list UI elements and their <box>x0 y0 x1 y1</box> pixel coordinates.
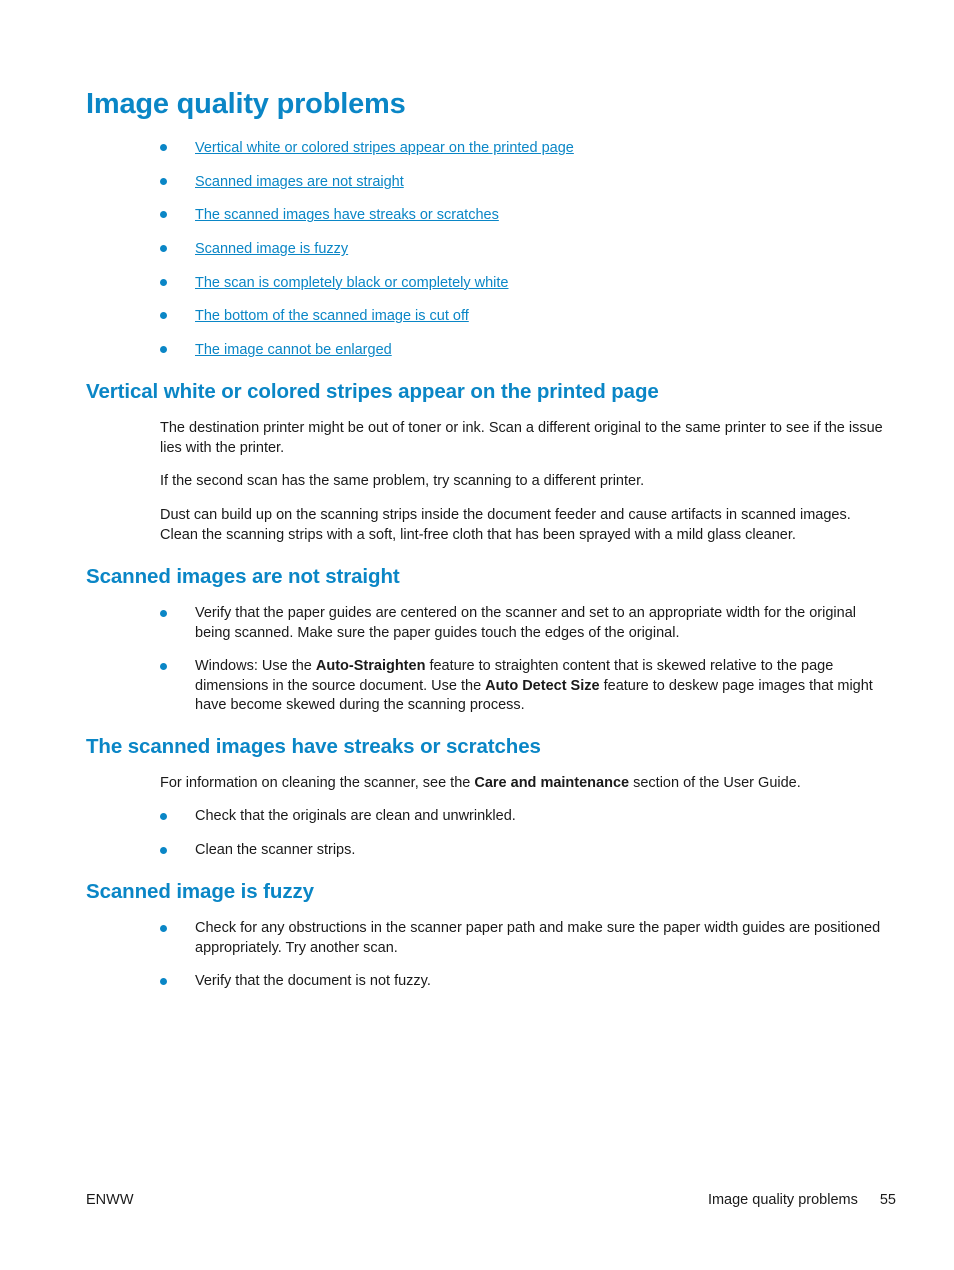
paragraph-text: For information on cleaning the scanner, see the <box>160 775 475 791</box>
feature-name: Auto Detect Size <box>485 677 600 694</box>
section-reference: Care and maintenance <box>474 775 630 791</box>
paragraph <box>160 774 885 794</box>
page-number: 55 <box>879 1192 896 1208</box>
bullet-list <box>160 919 885 992</box>
bullet-icon <box>160 178 167 185</box>
list-item <box>160 841 885 861</box>
bullet-list <box>160 807 885 861</box>
bullet-icon <box>160 925 167 932</box>
paragraph: The destination printer might be out of toner or ink. Scan a different original to the same printer to see if the issue lies with the printer. <box>160 420 883 456</box>
bullet-icon <box>160 663 167 670</box>
bullet-icon <box>160 978 167 985</box>
list-item-text: Verify that the document is not fuzzy. <box>195 973 431 989</box>
bullet-icon <box>160 346 167 353</box>
page-title: Image quality problems <box>86 88 406 120</box>
toc-link-not-straight[interactable]: Scanned images are not straight <box>195 173 404 190</box>
paragraph: Dust can build up on the scanning strips inside the document feeder and cause artifacts in scanned images. Clean the scanning strips with a soft, lint-free cloth that has been sprayed with a mild glass cleaner. <box>160 507 851 543</box>
section-heading-not-straight: Scanned images are not straight <box>86 565 400 588</box>
list-item-text: feature to straighten content that is skewed relative to the page dimensions in the source document. Use the <box>195 658 834 694</box>
list-item-text: Windows: Use the <box>195 658 316 674</box>
section-heading-vertical-stripes: Vertical white or colored stripes appear on the printed page <box>86 380 659 403</box>
toc-link-fuzzy[interactable]: Scanned image is fuzzy <box>195 241 349 258</box>
list-item-text: Clean the scanner strips. <box>195 842 356 858</box>
footer-section-title: Image quality problems <box>707 1192 858 1208</box>
toc-link-enlarged[interactable]: The image cannot be enlarged <box>195 342 392 359</box>
paragraph-text: section of the User Guide. <box>629 775 801 791</box>
list-item <box>160 972 885 992</box>
toc-link-black-white[interactable]: The scan is completely black or completely white <box>195 274 509 291</box>
bullet-icon <box>160 610 167 617</box>
list-item <box>160 604 885 643</box>
bullet-icon <box>160 279 167 286</box>
list-item-text: Check for any obstructions in the scanner paper path and make sure the paper width guides are positioned appropriately. Try another scan. <box>195 920 881 956</box>
bullet-icon <box>160 312 167 319</box>
bullet-icon <box>160 813 167 820</box>
bullet-icon <box>160 847 167 854</box>
paragraph: If the second scan has the same problem, try scanning to a different printer. <box>160 473 645 489</box>
bullet-icon <box>160 144 167 151</box>
toc-link-cut-off[interactable]: The bottom of the scanned image is cut off <box>195 308 469 325</box>
toc-link-streaks[interactable]: The scanned images have streaks or scratches <box>195 207 499 224</box>
list-item <box>160 657 885 716</box>
list-item-text: Verify that the paper guides are centered on the scanner and set to an appropriate width for the original being scanned. Make sure the paper guides touch the edges of the original. <box>195 605 856 641</box>
section-heading-fuzzy: Scanned image is fuzzy <box>86 880 314 903</box>
footer-label: ENWW <box>86 1192 134 1208</box>
toc-link-vertical-stripes[interactable]: Vertical white or colored stripes appear on the printed page <box>195 140 574 156</box>
list-item-text: feature to deskew page images that might have become skewed during the scanning process. <box>195 677 873 713</box>
bullet-list <box>160 604 885 716</box>
list-item <box>160 919 885 958</box>
feature-name: Auto-Straighten <box>315 658 426 674</box>
bullet-icon <box>160 211 167 218</box>
list-item <box>160 807 885 827</box>
footer-right <box>708 1192 896 1208</box>
bullet-icon <box>160 245 167 252</box>
list-item-text: Check that the originals are clean and unwrinkled. <box>195 808 516 824</box>
section-heading-streaks: The scanned images have streaks or scratches <box>86 735 541 758</box>
